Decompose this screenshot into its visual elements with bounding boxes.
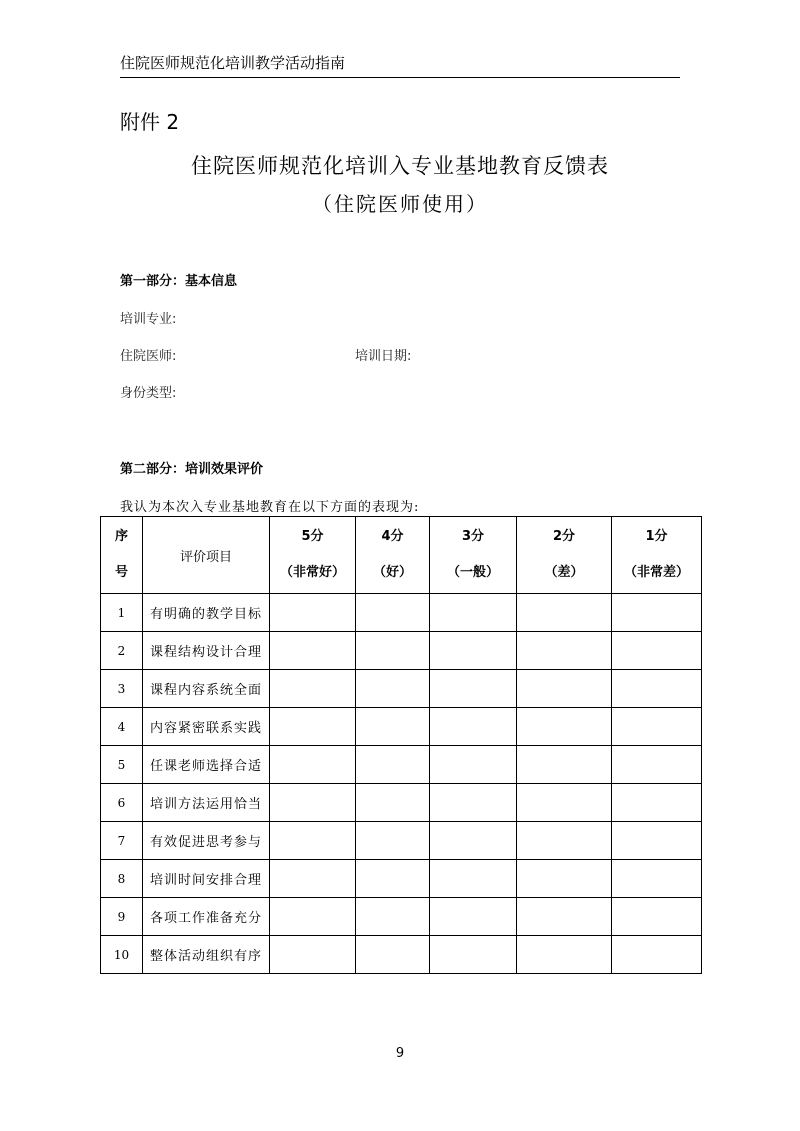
row-number: 6	[101, 784, 143, 822]
seq-header-bottom: 号	[114, 565, 128, 580]
attachment-label: 附件 2	[120, 110, 180, 134]
rating-cell-1[interactable]	[612, 898, 702, 936]
evaluation-item: 课程结构设计合理	[143, 632, 270, 670]
row-number: 7	[101, 822, 143, 860]
rating-cell-3[interactable]	[430, 670, 517, 708]
row-number: 8	[101, 860, 143, 898]
rating-cell-4[interactable]	[356, 670, 430, 708]
evaluation-item: 任课老师选择合适	[143, 746, 270, 784]
rating-cell-5[interactable]	[270, 670, 356, 708]
rating-cell-2[interactable]	[517, 784, 612, 822]
rating-cell-3[interactable]	[430, 898, 517, 936]
rating-cell-3[interactable]	[430, 822, 517, 860]
score-value: 2分	[552, 529, 576, 544]
table-row	[101, 594, 702, 632]
table-row	[101, 860, 702, 898]
item-header: 评价项目	[143, 517, 270, 594]
part2-intro: 我认为本次入专业基地教育在以下方面的表现为:	[120, 500, 420, 515]
seq-header-top: 序	[114, 529, 128, 544]
score-value: 3分	[461, 529, 485, 544]
rating-cell-2[interactable]	[517, 898, 612, 936]
rating-cell-1[interactable]	[612, 784, 702, 822]
rating-cell-4[interactable]	[356, 784, 430, 822]
rating-cell-3[interactable]	[430, 936, 517, 974]
evaluation-item: 有效促进思考参与	[143, 822, 270, 860]
page-title: 住院医师规范化培训入专业基地教育反馈表	[191, 154, 609, 178]
row-number: 5	[101, 746, 143, 784]
table-row	[101, 708, 702, 746]
table-row	[101, 936, 702, 974]
rating-cell-4[interactable]	[356, 746, 430, 784]
evaluation-item: 整体活动组织有序	[143, 936, 270, 974]
rating-cell-4[interactable]	[356, 632, 430, 670]
rating-cell-1[interactable]	[612, 822, 702, 860]
score-header-1	[612, 517, 702, 594]
score-desc: （非常好）	[279, 565, 345, 580]
score-value: 1分	[645, 529, 668, 544]
table-row	[101, 632, 702, 670]
rating-cell-2[interactable]	[517, 746, 612, 784]
rating-cell-1[interactable]	[612, 746, 702, 784]
score-header-5	[270, 517, 356, 594]
rating-cell-2[interactable]	[517, 594, 612, 632]
evaluation-table	[100, 516, 702, 974]
score-desc: （好）	[372, 565, 412, 580]
rating-cell-1[interactable]	[612, 936, 702, 974]
rating-cell-5[interactable]	[270, 898, 356, 936]
score-header-4	[356, 517, 430, 594]
page-number: 9	[395, 1046, 405, 1061]
evaluation-item: 内容紧密联系实践	[143, 708, 270, 746]
rating-cell-3[interactable]	[430, 594, 517, 632]
identity-type-field-label: 身份类型:	[120, 386, 177, 401]
row-number: 9	[101, 898, 143, 936]
rating-cell-5[interactable]	[270, 784, 356, 822]
table-header-row	[101, 517, 702, 594]
score-header-3	[430, 517, 517, 594]
rating-cell-4[interactable]	[356, 708, 430, 746]
table-row	[101, 746, 702, 784]
rating-cell-2[interactable]	[517, 822, 612, 860]
table-row	[101, 784, 702, 822]
evaluation-item: 培训时间安排合理	[143, 860, 270, 898]
rating-cell-3[interactable]	[430, 708, 517, 746]
rating-cell-5[interactable]	[270, 632, 356, 670]
score-header-2	[517, 517, 612, 594]
specialty-field-label: 培训专业:	[120, 312, 177, 327]
rating-cell-5[interactable]	[270, 708, 356, 746]
rating-cell-1[interactable]	[612, 670, 702, 708]
row-number: 1	[101, 594, 143, 632]
rating-cell-2[interactable]	[517, 860, 612, 898]
part2-heading: 第二部分：培训效果评价	[120, 462, 264, 477]
rating-cell-3[interactable]	[430, 784, 517, 822]
part1-heading: 第一部分：基本信息	[120, 274, 238, 289]
rating-cell-4[interactable]	[356, 860, 430, 898]
row-number: 3	[101, 670, 143, 708]
rating-cell-5[interactable]	[270, 860, 356, 898]
running-header: 住院医师规范化培训教学活动指南	[120, 52, 680, 78]
score-value: 5分	[301, 529, 324, 544]
rating-cell-2[interactable]	[517, 708, 612, 746]
row-number: 10	[101, 936, 143, 974]
evaluation-item: 课程内容系统全面	[143, 670, 270, 708]
rating-cell-4[interactable]	[356, 936, 430, 974]
rating-cell-2[interactable]	[517, 670, 612, 708]
rating-cell-3[interactable]	[430, 632, 517, 670]
rating-cell-1[interactable]	[612, 860, 702, 898]
rating-cell-1[interactable]	[612, 632, 702, 670]
rating-cell-5[interactable]	[270, 822, 356, 860]
rating-cell-2[interactable]	[517, 936, 612, 974]
rating-cell-3[interactable]	[430, 746, 517, 784]
resident-field-label: 住院医师:	[120, 349, 177, 364]
row-number: 2	[101, 632, 143, 670]
table-row	[101, 822, 702, 860]
evaluation-item: 有明确的教学目标	[143, 594, 270, 632]
seq-header	[101, 517, 143, 594]
page-subtitle: （住院医师使用）	[312, 192, 488, 216]
score-value: 4分	[381, 529, 404, 544]
rating-cell-4[interactable]	[356, 898, 430, 936]
evaluation-item: 各项工作准备充分	[143, 898, 270, 936]
table-row	[101, 898, 702, 936]
score-desc: （差）	[544, 565, 584, 580]
score-desc: （非常差）	[623, 565, 689, 580]
table-row	[101, 670, 702, 708]
rating-cell-3[interactable]	[430, 860, 517, 898]
training-date-field-label: 培训日期:	[355, 349, 412, 364]
rating-cell-5[interactable]	[270, 746, 356, 784]
row-number: 4	[101, 708, 143, 746]
score-desc: （一般）	[446, 565, 499, 580]
rating-cell-4[interactable]	[356, 594, 430, 632]
rating-cell-5[interactable]	[270, 936, 356, 974]
evaluation-item: 培训方法运用恰当	[143, 784, 270, 822]
rating-cell-1[interactable]	[612, 708, 702, 746]
rating-cell-4[interactable]	[356, 822, 430, 860]
rating-cell-2[interactable]	[517, 632, 612, 670]
rating-cell-1[interactable]	[612, 594, 702, 632]
rating-cell-5[interactable]	[270, 594, 356, 632]
